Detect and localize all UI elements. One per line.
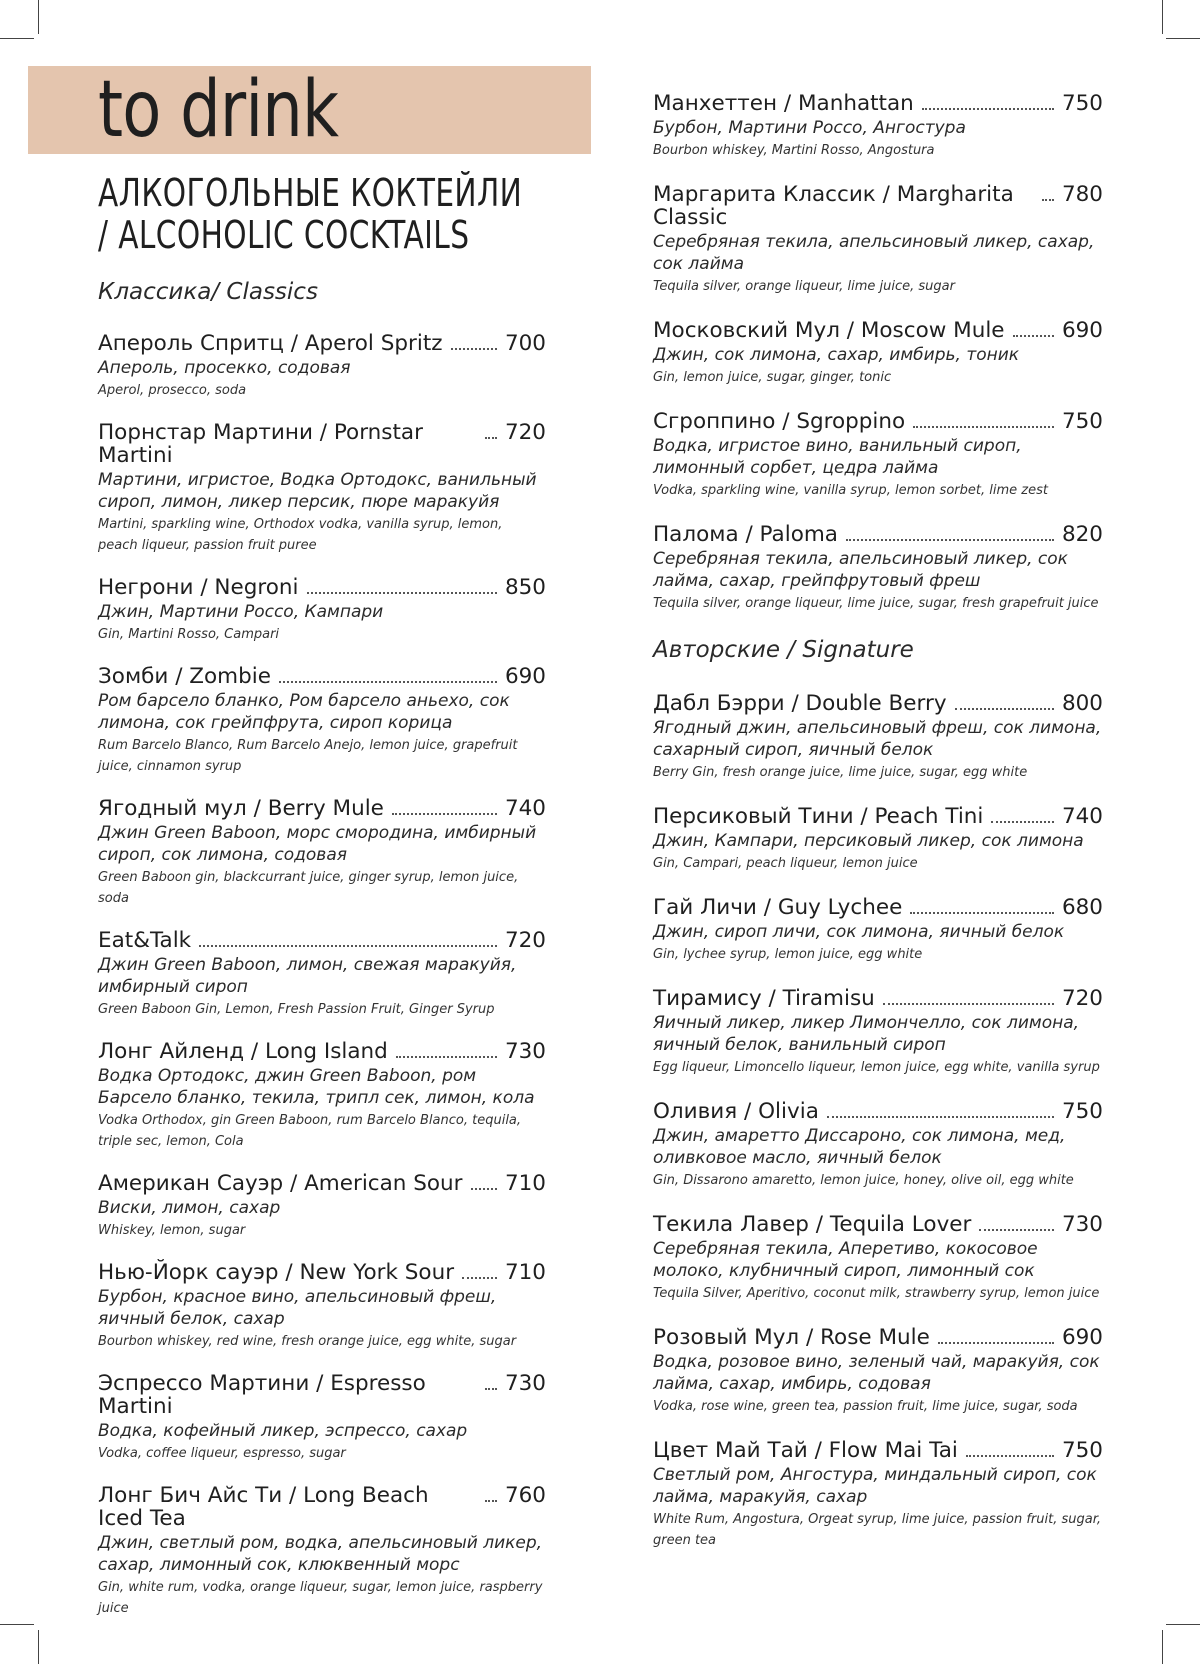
dot-leader: [979, 1228, 1054, 1231]
menu-item-ingredients-ru: Мартини, игристое, Водка Ортодокс, ванильный сироп, лимон, ликер персик, пюре маракуйя: [98, 470, 537, 512]
menu-item-ingredients-en: Gin, white rum, vodka, orange liqueur, sugar, lemon juice, raspberry juice: [98, 1580, 543, 1616]
menu-item-ingredients-en: Vodka, coffee liqueur, espresso, sugar: [98, 1446, 346, 1461]
menu-item: [653, 805, 1103, 874]
menu-item-price: 690: [1061, 1325, 1103, 1350]
menu-item-name: Eat&Talk: [98, 928, 192, 953]
menu-item-ingredients-en: Tequila Silver, Aperitivo, coconut milk, strawberry syrup, lemon juice: [653, 1286, 1100, 1301]
menu-item-price: 750: [1061, 1438, 1103, 1463]
menu-item-header: [98, 421, 546, 467]
menu-item-ingredients-ru: Апероль, просекко, содовая: [98, 358, 351, 378]
signature-subtitle: Авторские / Signature: [653, 637, 914, 663]
menu-item-name: Порнстар Мартини / Pornstar Martini: [98, 420, 423, 468]
menu-item-header: [653, 1213, 1103, 1236]
menu-item-name: Тирамису / Tiramisu: [653, 986, 875, 1011]
menu-item-ingredients-ru: Джин, сок лимона, сахар, имбирь, тоник: [653, 345, 1020, 365]
dot-leader: [307, 591, 497, 594]
menu-item-header: [98, 1172, 546, 1195]
menu-item-price: 800: [1061, 691, 1103, 716]
menu-item-name: Маргарита Классик / Margharita Classic: [653, 182, 1014, 230]
menu-item: [653, 410, 1103, 501]
menu-item: [98, 1261, 546, 1352]
menu-item-name: Лонг Айленд / Long Island: [98, 1039, 388, 1064]
menu-item-header: [653, 183, 1103, 229]
dot-leader: [462, 1276, 497, 1279]
menu-item: [98, 1372, 546, 1464]
menu-item-ingredients-en: Green Baboon Gin, Lemon, Fresh Passion Fruit, Ginger Syrup: [98, 1002, 495, 1017]
menu-item-ingredients-en: Berry Gin, fresh orange juice, lime juice, sugar, egg white: [653, 765, 1028, 780]
menu-item-ingredients-ru: Джин, сироп личи, сок лимона, яичный белок: [653, 922, 1065, 942]
menu-item-ingredients-en: Egg liqueur, Limoncello liqueur, lemon juice, egg white, vanilla syrup: [653, 1060, 1100, 1075]
menu-item: [98, 665, 546, 777]
section-title: [98, 172, 545, 256]
menu-item-price: 850: [504, 575, 546, 600]
menu-item-name: Зомби / Zombie: [98, 664, 271, 689]
menu-item-header: [98, 929, 546, 952]
menu-item-ingredients-en: Tequila silver, orange liqueur, lime juice, sugar: [653, 279, 955, 294]
menu-item-ingredients-ru: Ром барсело бланко, Ром барсело аньехо, сок лимона, сок грейпфрута, сироп корица: [98, 691, 510, 733]
menu-item: [653, 183, 1103, 297]
dot-leader: [199, 944, 497, 947]
menu-item-name: Сгроппино / Sgroppino: [653, 409, 906, 434]
menu-item-price: 780: [1061, 182, 1103, 207]
crop-mark: [1162, 1630, 1163, 1664]
dot-leader: [485, 1387, 497, 1390]
menu-item-name: Дабл Бэрри / Double Berry: [653, 691, 947, 716]
menu-item-price: 710: [504, 1260, 546, 1285]
right-column: [653, 92, 1103, 1573]
menu-item-ingredients-en: Vodka, rose wine, green tea, passion fruit, lime juice, sugar, soda: [653, 1399, 1078, 1414]
menu-item-header: [98, 1372, 546, 1418]
menu-item-ingredients-ru: Бурбон, Мартини Россо, Ангостура: [653, 118, 966, 138]
menu-item-ingredients-ru: Серебряная текила, апельсиновый ликер, сок лайма, сахар, грейпфрутовый фреш: [653, 549, 1068, 591]
menu-item-ingredients-ru: Водка, розовое вино, зеленый чай, маракуйя, сок лайма, сахар, имбирь, содовая: [653, 1352, 1100, 1394]
menu-item-name: Оливия / Olivia: [653, 1099, 819, 1124]
menu-item-ingredients-en: Gin, Campari, peach liqueur, lemon juice: [653, 856, 918, 871]
menu-item-ingredients-ru: Джин, амаретто Диссароно, сок лимона, мед, оливковое масло, яичный белок: [653, 1126, 1066, 1168]
section-title-en: / ALCOHOLIC COCKTAILS: [98, 213, 470, 257]
menu-item-price: 760: [504, 1483, 546, 1508]
dot-leader: [396, 1055, 497, 1058]
dot-leader: [1042, 198, 1054, 201]
menu-item-header: [653, 1439, 1103, 1462]
title-banner: [28, 66, 591, 154]
menu-item: [98, 576, 546, 645]
menu-item-name: Розовый Мул / Rose Mule: [653, 1325, 930, 1350]
menu-item-ingredients-en: Whiskey, lemon, sugar: [98, 1223, 246, 1238]
menu-item-ingredients-en: Tequila silver, orange liqueur, lime juice, sugar, fresh grapefruit juice: [653, 596, 1099, 611]
menu-item-price: 820: [1061, 522, 1103, 547]
dot-leader: [827, 1115, 1054, 1118]
menu-item-ingredients-en: Gin, lychee syrup, lemon juice, egg white: [653, 947, 923, 962]
menu-item-ingredients-en: Bourbon whiskey, red wine, fresh orange juice, egg white, sugar: [98, 1334, 517, 1349]
menu-item-ingredients-en: Aperol, prosecco, soda: [98, 383, 247, 398]
dot-leader: [485, 436, 497, 439]
menu-item-price: 730: [504, 1371, 546, 1396]
menu-item-header: [653, 896, 1103, 919]
crop-mark: [1166, 38, 1200, 39]
menu-item-ingredients-en: Gin, Martini Rosso, Campari: [98, 627, 280, 642]
menu-item-header: [98, 797, 546, 820]
menu-item-header: [653, 805, 1103, 828]
menu-item-header: [653, 410, 1103, 433]
menu-item-name: Палома / Paloma: [653, 522, 838, 547]
menu-item-header: [653, 1326, 1103, 1349]
menu-item-price: 700: [504, 331, 546, 356]
menu-item-ingredients-ru: Джин, Мартини Россо, Кампари: [98, 602, 384, 622]
menu-item: [98, 332, 546, 401]
dot-leader: [451, 347, 497, 350]
dot-leader: [966, 1454, 1054, 1457]
menu-item-name: Негрони / Negroni: [98, 575, 299, 600]
menu-item-ingredients-en: Gin, lemon juice, sugar, ginger, tonic: [653, 370, 892, 385]
menu-item-ingredients-en: White Rum, Angostura, Orgeat syrup, lime juice, passion fruit, sugar, green tea: [653, 1512, 1101, 1548]
dot-leader: [955, 707, 1054, 710]
menu-item-ingredients-en: Bourbon whiskey, Martini Rosso, Angostura: [653, 143, 935, 158]
menu-item-header: [653, 92, 1103, 115]
menu-item-ingredients-en: Rum Barcelo Blanco, Rum Barcelo Anejo, lemon juice, grapefruit juice, cinnamon syrup: [98, 738, 518, 774]
menu-item-header: [653, 319, 1103, 342]
menu-item: [653, 1439, 1103, 1551]
menu-item-price: 750: [1061, 1099, 1103, 1124]
menu-item: [98, 1040, 546, 1152]
menu-item-ingredients-ru: Джин, Кампари, персиковый ликер, сок лимона: [653, 831, 1084, 851]
menu-item-header: [653, 523, 1103, 546]
menu-item-ingredients-ru: Водка Ортодокс, джин Green Baboon, ром Барсело бланко, текила, трипл сек, лимон, кола: [98, 1066, 535, 1108]
menu-item-header: [653, 987, 1103, 1010]
menu-item-price: 730: [504, 1039, 546, 1064]
menu-item: [653, 896, 1103, 965]
menu-item: [653, 1326, 1103, 1417]
menu-item-price: 740: [504, 796, 546, 821]
menu-item-header: [98, 665, 546, 688]
dot-leader: [910, 911, 1054, 914]
menu-item: [653, 1100, 1103, 1191]
menu-item-ingredients-ru: Джин, светлый ром, водка, апельсиновый ликер, сахар, лимонный сок, клюквенный морс: [98, 1533, 543, 1575]
menu-item: [653, 987, 1103, 1078]
menu-item-ingredients-en: Gin, Dissarono amaretto, lemon juice, honey, olive oil, egg white: [653, 1173, 1074, 1188]
menu-item-header: [98, 576, 546, 599]
menu-item-name: Эспрессо Мартини / Espresso Martini: [98, 1371, 426, 1419]
menu-item-price: 720: [504, 928, 546, 953]
crop-mark: [1162, 0, 1163, 34]
menu-item-price: 750: [1061, 91, 1103, 116]
menu-item-ingredients-ru: Водка, кофейный ликер, эспрессо, сахар: [98, 1421, 468, 1441]
menu-item-name: Манхеттен / Manhattan: [653, 91, 914, 116]
dot-leader: [392, 812, 497, 815]
menu-item-name: Цвет Май Тай / Flow Mai Tai: [653, 1438, 958, 1463]
menu-item-header: [98, 1040, 546, 1063]
menu-item-ingredients-ru: Виски, лимон, сахар: [98, 1198, 281, 1218]
menu-item-price: 680: [1061, 895, 1103, 920]
crop-mark: [0, 1624, 34, 1625]
menu-item: [98, 929, 546, 1020]
dot-leader: [485, 1499, 497, 1502]
menu-item-header: [653, 692, 1103, 715]
dot-leader: [846, 538, 1054, 541]
classics-list-continued: [653, 92, 1103, 614]
menu-item-ingredients-ru: Бурбон, красное вино, апельсиновый фреш, яичный белок, сахар: [98, 1287, 497, 1329]
menu-item-price: 720: [504, 420, 546, 445]
menu-item: [98, 421, 546, 556]
left-column: [98, 172, 546, 1639]
menu-item: [653, 92, 1103, 161]
menu-item-name: Ягодный мул / Berry Mule: [98, 796, 384, 821]
menu-item-name: Московский Мул / Moscow Mule: [653, 318, 1005, 343]
menu-item-ingredients-ru: Ягодный джин, апельсиновый фреш, сок лимона, сахарный сироп, яичный белок: [653, 718, 1102, 760]
menu-item-price: 730: [1061, 1212, 1103, 1237]
menu-item-ingredients-en: Vodka Orthodox, gin Green Baboon, rum Barcelo Blanco, tequila, triple sec, lemon, Cola: [98, 1113, 522, 1149]
menu-item-name: Апероль Спритц / Aperol Spritz: [98, 331, 443, 356]
menu-item-name: Гай Личи / Guy Lychee: [653, 895, 903, 920]
crop-mark: [1166, 1624, 1200, 1625]
menu-item-ingredients-ru: Яичный ликер, ликер Лимончелло, сок лимона, яичный белок, ванильный сироп: [653, 1013, 1080, 1055]
menu-item-ingredients-ru: Джин Green Baboon, морс смородина, имбирный сироп, сок лимона, содовая: [98, 823, 537, 865]
menu-item-header: [98, 1484, 546, 1530]
crop-mark: [38, 1630, 39, 1664]
menu-item-price: 710: [504, 1171, 546, 1196]
menu-item-name: Текила Лавер / Tequila Lover: [653, 1212, 972, 1237]
menu-item-name: Нью-Йорк сауэр / New York Sour: [98, 1260, 455, 1285]
menu-item-ingredients-ru: Серебряная текила, апельсиновый ликер, сахар, сок лайма: [653, 232, 1095, 274]
menu-item-name: Лонг Бич Айс Ти / Long Beach Iced Tea: [98, 1483, 429, 1531]
menu-item-price: 740: [1061, 804, 1103, 829]
dot-leader: [883, 1002, 1054, 1005]
classics-list: [98, 332, 546, 1619]
menu-item-ingredients-en: Martini, sparkling wine, Orthodox vodka, vanilla syrup, lemon, peach liqueur, passion fruit puree: [98, 517, 503, 553]
menu-item-price: 750: [1061, 409, 1103, 434]
menu-item: [98, 1484, 546, 1619]
menu-item: [653, 319, 1103, 388]
menu-item-ingredients-ru: Джин Green Baboon, лимон, свежая маракуйя, имбирный сироп: [98, 955, 517, 997]
menu-item-header: [98, 332, 546, 355]
menu-item-ingredients-ru: Светлый ром, Ангостура, миндальный сироп, сок лайма, маракуйя, сахар: [653, 1465, 1097, 1507]
dot-leader: [938, 1341, 1054, 1344]
menu-item-ingredients-ru: Водка, игристое вино, ванильный сироп, лимонный сорбет, цедра лайма: [653, 436, 1022, 478]
section-title-ru: АЛКОГОЛЬНЫЕ КОКТЕЙЛИ: [98, 171, 523, 215]
menu-item-name: Персиковый Тини / Peach Tini: [653, 804, 984, 829]
dot-leader: [279, 680, 497, 683]
menu-item-price: 690: [1061, 318, 1103, 343]
crop-mark: [38, 0, 39, 34]
dot-leader: [913, 425, 1054, 428]
menu-item-price: 690: [504, 664, 546, 689]
dot-leader: [471, 1187, 497, 1190]
menu-item-header: [98, 1261, 546, 1284]
page-title: to drink: [98, 65, 339, 155]
menu-item: [98, 1172, 546, 1241]
menu-item-ingredients-en: Green Baboon gin, blackcurrant juice, ginger syrup, lemon juice, soda: [98, 870, 519, 906]
menu-item: [653, 1213, 1103, 1304]
dot-leader: [922, 107, 1054, 110]
menu-item-ingredients-en: Vodka, sparkling wine, vanilla syrup, lemon sorbet, lime zest: [653, 483, 1048, 498]
menu-item-header: [653, 1100, 1103, 1123]
menu-item-name: Американ Сауэр / American Sour: [98, 1171, 463, 1196]
menu-item-ingredients-ru: Серебряная текила, Аперетиво, кокосовое молоко, клубничный сироп, лимонный сок: [653, 1239, 1038, 1281]
signature-list: [653, 692, 1103, 1551]
classics-subtitle: Классика/ Classics: [98, 279, 318, 305]
menu-item: [653, 523, 1103, 614]
dot-leader: [991, 820, 1054, 823]
menu-item-price: 720: [1061, 986, 1103, 1011]
menu-item: [653, 692, 1103, 783]
dot-leader: [1013, 334, 1054, 337]
menu-item: [98, 797, 546, 909]
crop-mark: [0, 38, 34, 39]
